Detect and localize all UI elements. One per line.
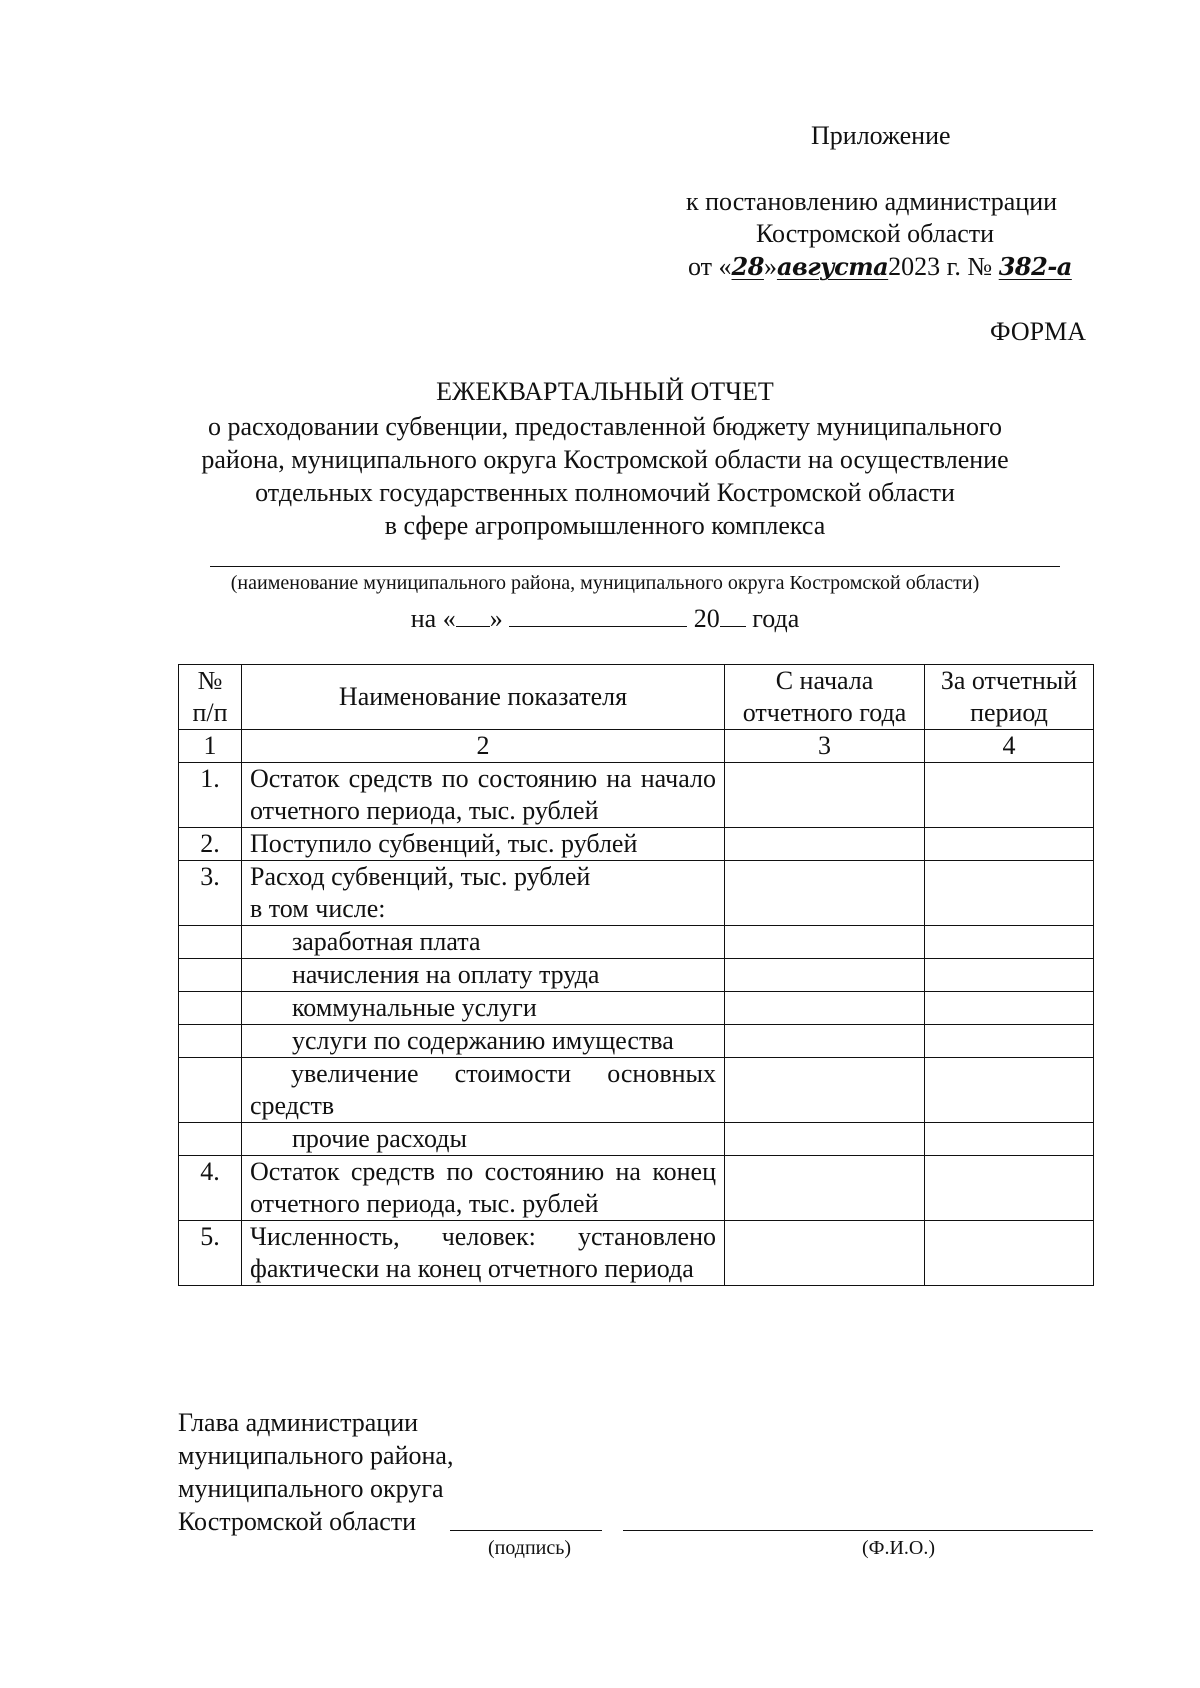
row-number: 4. — [179, 1156, 242, 1221]
date-month-blank[interactable] — [509, 604, 687, 627]
period-value-cell[interactable] — [925, 828, 1094, 861]
signature-title-line: муниципального округа — [178, 1474, 444, 1503]
period-value-cell[interactable] — [925, 861, 1094, 926]
ytd-value-cell[interactable] — [725, 828, 925, 861]
table-row — [179, 1123, 1094, 1156]
ytd-value-cell[interactable] — [725, 959, 925, 992]
ytd-value-cell[interactable] — [725, 926, 925, 959]
decree-date-line — [688, 251, 1072, 283]
decree-month-handwritten: августа — [776, 252, 889, 281]
ytd-value-cell[interactable] — [725, 1156, 925, 1221]
date-suffix: года — [752, 604, 800, 633]
table-row — [179, 926, 1094, 959]
table-row — [179, 992, 1094, 1025]
header-num: № п/п — [179, 665, 242, 730]
period-value-cell[interactable] — [925, 959, 1094, 992]
ytd-value-cell[interactable] — [725, 1058, 925, 1123]
date-prefix: на « — [410, 604, 456, 633]
form-label: ФОРМА — [990, 317, 1086, 346]
signature-caption: (подпись) — [488, 1537, 572, 1559]
row-indicator-name: начисления на оплату труда — [242, 959, 725, 992]
municipality-name-field[interactable] — [210, 566, 1060, 567]
header-name: Наименование показателя — [242, 665, 725, 730]
subtitle-line: района, муниципального округа Костромской области на осуществление — [201, 445, 1009, 474]
period-value-cell[interactable] — [925, 992, 1094, 1025]
signature-field[interactable] — [450, 1530, 602, 1531]
row-number: 5. — [179, 1221, 242, 1286]
decree-prefix: от « — [688, 252, 732, 281]
report-subtitle — [150, 410, 1060, 542]
date-mid: » — [489, 604, 503, 633]
signature-title-line: муниципального района, — [178, 1441, 454, 1470]
ytd-value-cell[interactable] — [725, 1123, 925, 1156]
decree-mid: » — [763, 252, 777, 281]
row-number — [179, 1025, 242, 1058]
row-number — [179, 926, 242, 959]
period-value-cell[interactable] — [925, 763, 1094, 828]
period-value-cell[interactable] — [925, 1123, 1094, 1156]
report-table — [178, 664, 1094, 1286]
row-indicator-name: Численность, человек: установлено фактически на конец отчетного периода — [242, 1221, 725, 1286]
column-number: 2 — [242, 730, 725, 763]
column-number: 4 — [925, 730, 1094, 763]
period-value-cell[interactable] — [925, 1221, 1094, 1286]
decree-year: 2023 г. № — [888, 252, 993, 281]
column-number-row — [179, 730, 1094, 763]
row-indicator-subline: в том числе: — [250, 894, 386, 923]
row-indicator-line: Расход субвенций, тыс. рублей — [250, 862, 591, 891]
row-number — [179, 1058, 242, 1123]
report-date-line — [150, 603, 1060, 635]
row-indicator-name: услуги по содержанию имущества — [242, 1025, 725, 1058]
ytd-value-cell[interactable] — [725, 763, 925, 828]
subtitle-line: о расходовании субвенции, предоставленной бюджету муниципального — [207, 412, 1003, 441]
decree-day-handwritten: 28 — [731, 252, 764, 281]
period-value-cell[interactable] — [925, 1058, 1094, 1123]
period-value-cell[interactable] — [925, 926, 1094, 959]
signature-title-line: Глава администрации — [178, 1408, 419, 1437]
table-row — [179, 959, 1094, 992]
table-row — [179, 763, 1094, 828]
row-number: 1. — [179, 763, 242, 828]
signature-title-line: Костромской области — [178, 1507, 417, 1536]
full-name-caption: (Ф.И.О.) — [862, 1537, 936, 1559]
row-indicator-name — [242, 861, 725, 926]
row-indicator-name: прочие расходы — [242, 1123, 725, 1156]
decree-region-line: Костромской области — [756, 219, 995, 248]
period-value-cell[interactable] — [925, 1156, 1094, 1221]
row-number: 2. — [179, 828, 242, 861]
period-value-cell[interactable] — [925, 1025, 1094, 1058]
row-indicator-name: заработная плата — [242, 926, 725, 959]
row-number — [179, 959, 242, 992]
table-row — [179, 861, 1094, 926]
date-year-prefix: 20 — [693, 604, 720, 633]
decree-reference-line: к постановлению администрации — [686, 187, 1058, 216]
row-number: 3. — [179, 861, 242, 926]
table-header-row — [179, 665, 1094, 730]
ytd-value-cell[interactable] — [725, 861, 925, 926]
row-number — [179, 1123, 242, 1156]
subtitle-line: отдельных государственных полномочий Костромской области — [255, 478, 955, 507]
row-indicator-name: увеличение стоимости основных средств — [242, 1058, 725, 1123]
full-name-field[interactable] — [623, 1530, 1093, 1531]
decree-number-handwritten: 382-а — [998, 252, 1072, 281]
row-indicator-name: Остаток средств по состоянию на начало отчетного периода, тыс. рублей — [242, 763, 725, 828]
ytd-value-cell[interactable] — [725, 1221, 925, 1286]
date-day-blank[interactable] — [456, 604, 490, 627]
subtitle-line: в сфере агропромышленного комплекса — [384, 511, 826, 540]
report-title: ЕЖЕКВАРТАЛЬНЫЙ ОТЧЕТ — [436, 377, 774, 406]
table-row — [179, 1058, 1094, 1123]
table-row — [179, 1156, 1094, 1221]
table-row — [179, 828, 1094, 861]
row-indicator-name: Поступило субвенций, тыс. рублей — [242, 828, 725, 861]
date-year-blank[interactable] — [720, 604, 746, 627]
column-number: 1 — [179, 730, 242, 763]
ytd-value-cell[interactable] — [725, 1025, 925, 1058]
row-number — [179, 992, 242, 1025]
ytd-value-cell[interactable] — [725, 992, 925, 1025]
table-row — [179, 1221, 1094, 1286]
header-ytd: С начала отчетного года — [725, 665, 925, 730]
row-indicator-name: коммунальные услуги — [242, 992, 725, 1025]
row-indicator-name: Остаток средств по состоянию на конец отчетного периода, тыс. рублей — [242, 1156, 725, 1221]
signature-block — [178, 1406, 453, 1538]
municipality-caption: (наименование муниципального района, муниципального округа Костромской области) — [230, 572, 980, 594]
header-period: За отчетный период — [925, 665, 1094, 730]
column-number: 3 — [725, 730, 925, 763]
table-row — [179, 1025, 1094, 1058]
appendix-title: Приложение — [811, 121, 951, 150]
